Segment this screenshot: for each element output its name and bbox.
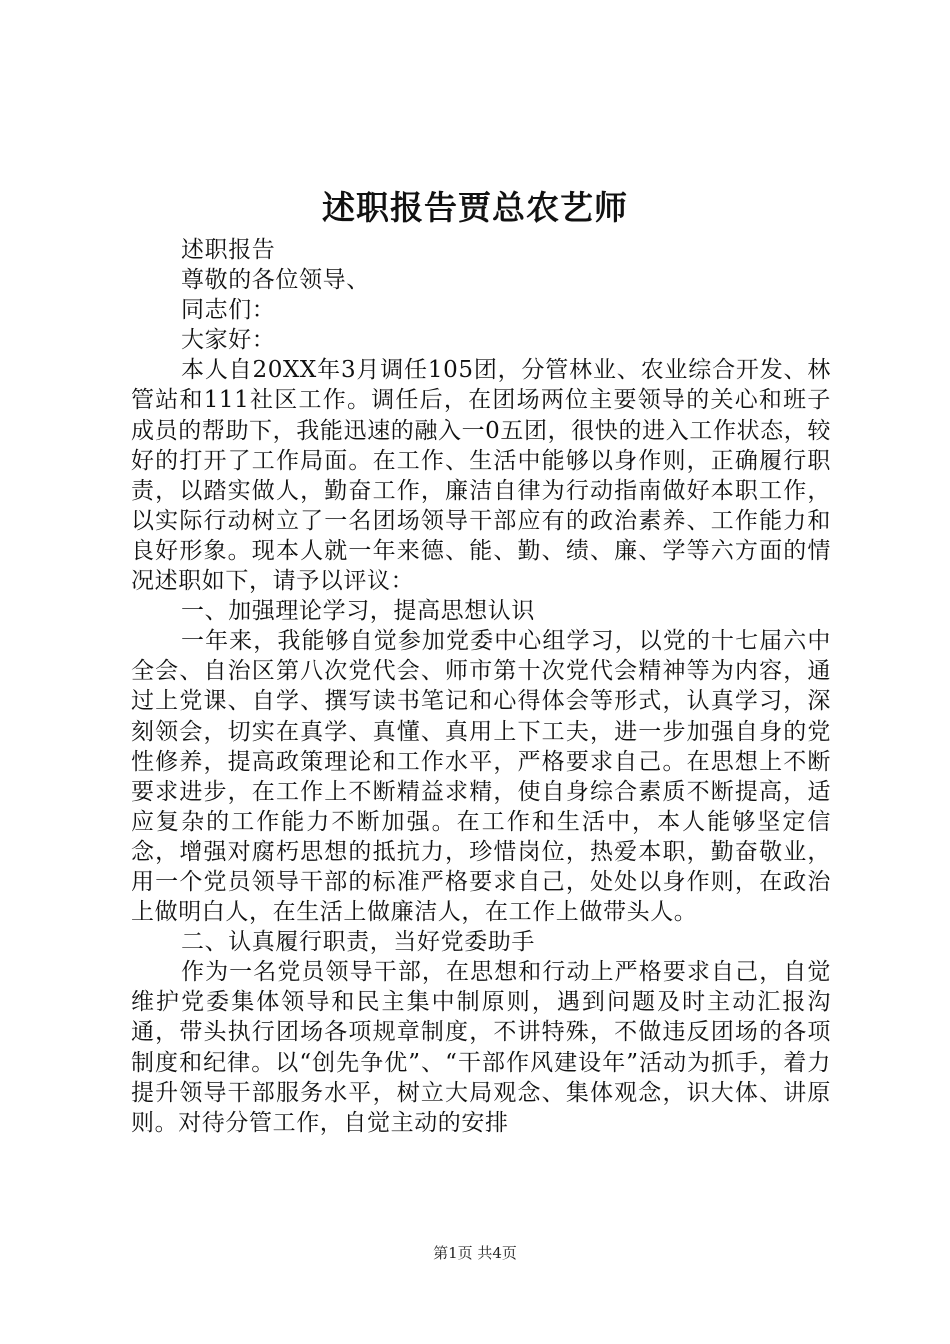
document-body [131, 235, 831, 1138]
paragraph-heading-label: 述职报告 [181, 237, 276, 263]
document-title: 述职报告贾总农艺师 [322, 188, 628, 227]
section-heading-2: 二、认真履行职责，当好党委助手 [181, 929, 535, 956]
paragraph-salutation-leaders: 尊敬的各位领导、 [181, 267, 370, 294]
paragraph-greeting: 大家好： [181, 327, 276, 354]
paragraph-section-2: 作为一名党员领导干部，在思想和行动上严格要求自己，自觉维护党委集体领导和民主集中制原则，遇到问题及时主动汇报沟通，带头执行团场各项规章制度，不讲特殊，不做违反团场的各项制度和纪律。以“创先争优”、“干部作风建设年”活动为抓手，着力提升领导干部服务水平，树立大局观念、集体观念，识大体、讲原则。对待分管工作，自觉主动的安排 [131, 959, 831, 1136]
section-heading-1: 一、加强理论学习，提高思想认识 [181, 598, 535, 625]
paragraph-introduction: 本人自20XX年3月调任105团，分管林业、农业综合开发、林管站和111社区工作。调任后，在团场两位主要领导的关心和班子成员的帮助下，我能迅速的融入一0五团，很快的进入工作状态，较好的打开了工作局面。在工作、生活中能够以身作则，正确履行职责，以踏实做人，勤奋工作，廉洁自律为行动指南做好本职工作，以实际行动树立了一名团场领导干部应有的政治素养、工作能力和良好形象。现本人就一年来德、能、勤、绩、廉、学等六方面的情况述职如下，请予以评议： [131, 357, 831, 595]
page-number-footer: 第1页 共4页 [433, 1244, 517, 1262]
paragraph-salutation-comrades: 同志们： [181, 297, 276, 324]
paragraph-section-1: 一年来，我能够自觉参加党委中心组学习，以党的十七届六中全会、自治区第八次党代会、师市第十次党代会精神等为内容，通过上党课、自学、撰写读书笔记和心得体会等形式，认真学习，深刻领会，切实在真学、真懂、真用上下工夫，进一步加强自身的党性修养，提高政策理论和工作水平，严格要求自己。在思想上不断要求进步，在工作上不断精益求精，使自身综合素质不断提高，适应复杂的工作能力不断加强。在工作和生活中，本人能够坚定信念，增强对腐朽思想的抵抗力，珍惜岗位，热爱本职，勤奋敬业，用一个党员领导干部的标准严格要求自己，处处以身作则，在政治上做明白人，在生活上做廉洁人，在工作上做带头人。 [131, 628, 831, 926]
